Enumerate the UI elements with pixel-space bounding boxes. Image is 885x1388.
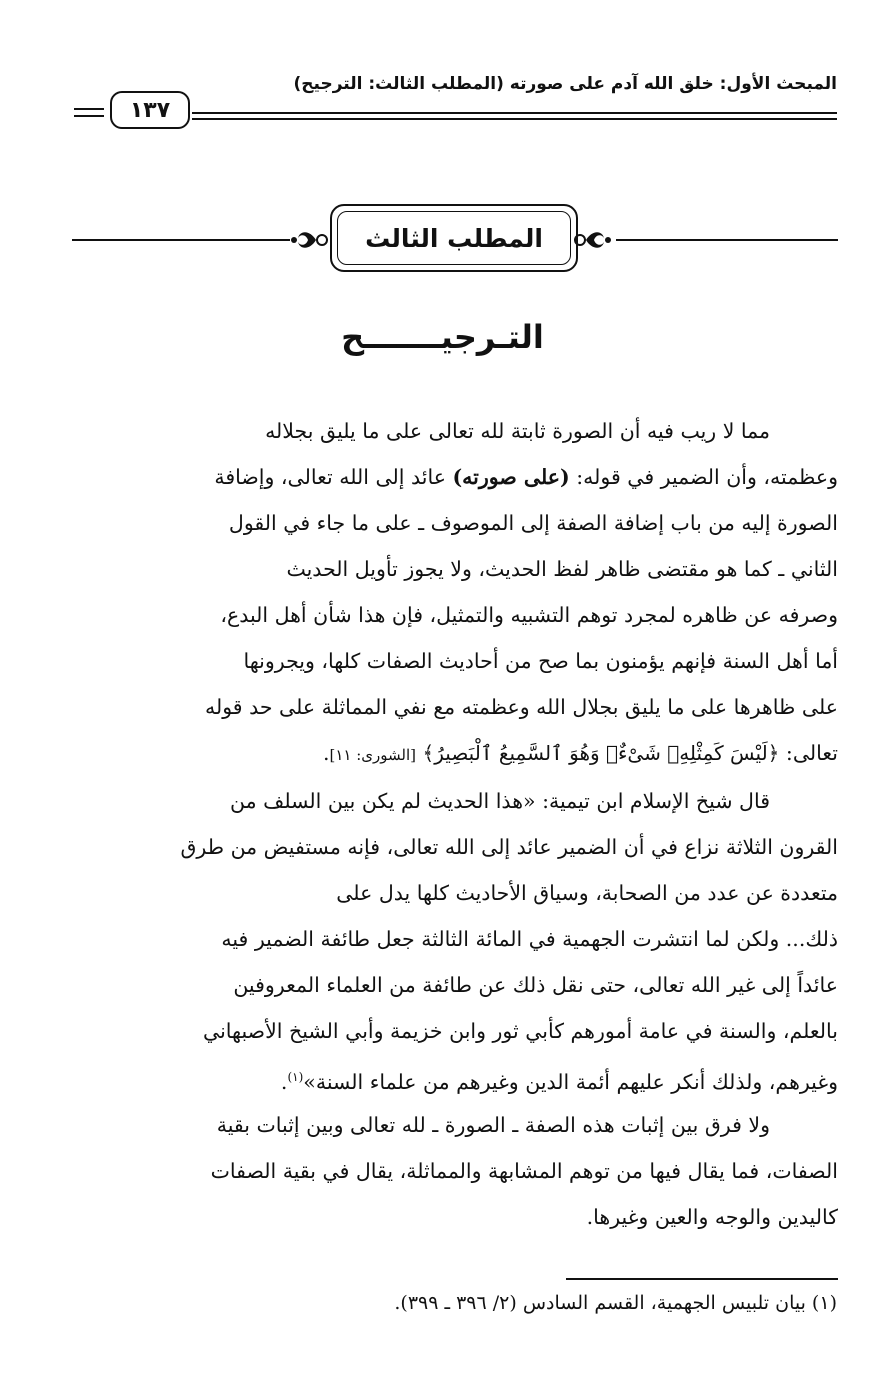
text-line: الثاني ـ كما هو مقتضى ظاهر لفظ الحديث، ولا يجوز تأويل الحديث xyxy=(286,557,838,581)
header-rule xyxy=(74,108,104,110)
text-line: قال شيخ الإسلام ابن تيمية: «هذا الحديث لم يكن بين السلف من xyxy=(230,789,770,813)
text-line: أما أهل السنة فإنهم يؤمنون بما صح من أحاديث الصفات كلها، ويجرونها xyxy=(243,649,838,673)
running-header-title: المبحث الأول: خلق الله آدم على صورته (المطلب الثالث: الترجيح) xyxy=(293,74,837,94)
text-line: مما لا ريب فيه أن الصورة ثابتة لله تعالى على ما يليق بجلاله xyxy=(265,419,770,443)
text-line: بالعلم، والسنة في عامة أمورهم كأبي ثور وابن خزيمة وأبي الشيخ الأصبهاني xyxy=(202,1019,838,1043)
text-line: الصفات، فما يقال فيها من توهم المشابهة والمماثلة، يقال في بقية الصفات xyxy=(210,1159,838,1183)
hadith-phrase: (على صورته) xyxy=(452,465,570,489)
text-line: ذلك... ولكن لما انتشرت الجهمية في المائة الثالثة جعل طائفة الضمير فيه xyxy=(221,927,838,951)
page-number: ١٣٧ xyxy=(110,91,190,129)
text-line xyxy=(68,454,838,500)
text-line: الصورة إليه من باب إضافة الصفة إلى الموصوف ـ على ما جاء في القول xyxy=(228,511,838,535)
header-rule xyxy=(192,112,837,114)
section-subtitle: التـرجيـــــــح xyxy=(341,318,544,356)
floral-ornament-icon xyxy=(288,226,328,254)
header-rule xyxy=(192,118,837,120)
text-line: على ظاهرها على ما يليق بجلال الله وعظمته مع نفي المماثلة على حد قوله xyxy=(204,695,838,719)
footnote-rule xyxy=(566,1278,838,1280)
paragraph-3 xyxy=(68,1102,838,1240)
title-divider-line xyxy=(72,239,290,241)
text-line: كاليدين والوجه والعين وغيرها. xyxy=(586,1205,838,1229)
text-run: تعالى: xyxy=(779,741,838,765)
header-rule xyxy=(74,115,104,117)
section-title: المطلب الثالث xyxy=(337,211,571,265)
text-run: عائد إلى الله تعالى، وإضافة xyxy=(214,465,453,489)
quran-verse: ﴿لَيْسَ كَمِثْلِهِۦ شَىْءٌۖ وَهُوَ ٱلسَّمِيعُ ٱلْبَصِيرُ﴾ xyxy=(422,741,780,765)
text-line xyxy=(68,1054,838,1105)
text-line: القرون الثلاثة نزاع في أن الضمير عائد إلى الله تعالى، فإنه مستفيض من طرق xyxy=(180,835,838,859)
text-line: ولا فرق بين إثبات هذه الصفة ـ الصورة ـ لله تعالى وبين إثبات بقية xyxy=(216,1113,770,1137)
text-run: وعظمته، وأن الضمير في قوله: xyxy=(569,465,838,489)
text-line xyxy=(68,730,838,778)
footnote: (١) بيان تلبيس الجهمية، القسم السادس (٢/ ٣٩٦ ـ ٣٩٩). xyxy=(394,1292,837,1314)
floral-ornament-icon xyxy=(574,226,614,254)
text-run: . xyxy=(280,1069,288,1094)
title-divider-line xyxy=(616,239,838,241)
footnote-marker[interactable]: (١) xyxy=(287,1070,304,1084)
text-line: عائداً إلى غير الله تعالى، حتى نقل ذلك عن طائفة من العلماء المعروفين xyxy=(233,973,838,997)
text-line: متعددة عن عدد من الصحابة، وسياق الأحاديث كلها يدل على xyxy=(336,881,838,905)
paragraph-2 xyxy=(68,778,838,1105)
text-line: وصرفه عن ظاهره لمجرد توهم التشبيه والتمثيل، فإن هذا شأن أهل البدع، xyxy=(220,603,838,627)
text-run: وغيرهم، ولذلك أنكر عليهم أئمة الدين وغيرهم من علماء السنة» xyxy=(303,1069,838,1094)
verse-citation: [الشورى: ١١] xyxy=(329,746,416,764)
paragraph-1 xyxy=(68,408,838,778)
text-run: . xyxy=(322,741,330,765)
